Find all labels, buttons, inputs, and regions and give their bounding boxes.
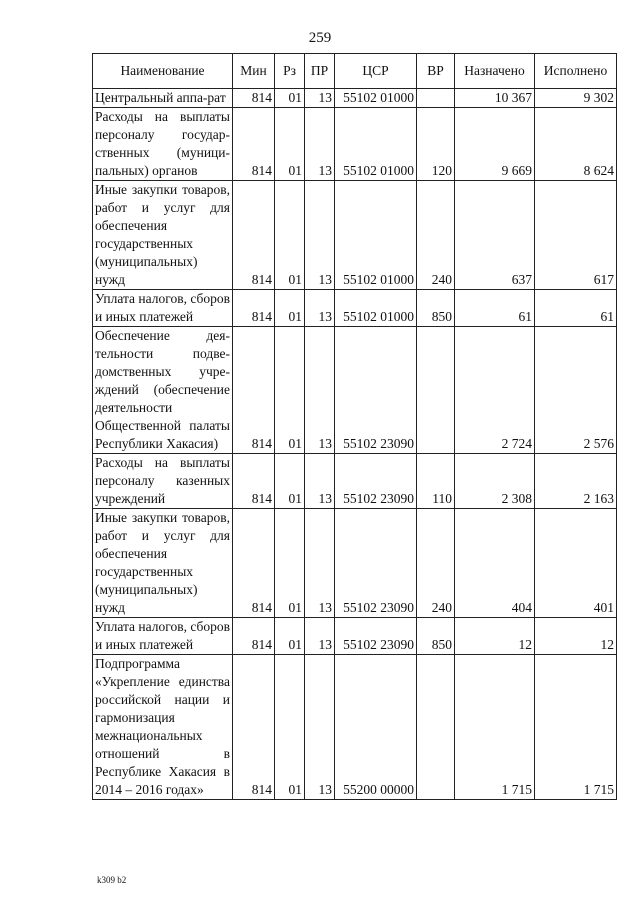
cell-min: 814 <box>233 509 275 618</box>
cell-rz: 01 <box>275 509 305 618</box>
cell-min: 814 <box>233 618 275 655</box>
cell-name: Расходы на выплаты персоналу казенных учреждений <box>93 454 233 509</box>
cell-executed: 9 302 <box>535 89 617 108</box>
cell-min: 814 <box>233 108 275 181</box>
cell-rz: 01 <box>275 181 305 290</box>
cell-csr: 55102 01000 <box>335 290 417 327</box>
cell-pr: 13 <box>305 618 335 655</box>
cell-executed: 401 <box>535 509 617 618</box>
cell-name: Подпрограмма «Укрепление единства российской нации и гармонизация межнациональных отношений в Республике Хакасия в 2014 – 2016 годах» <box>93 655 233 800</box>
cell-vr <box>417 655 455 800</box>
cell-vr: 850 <box>417 618 455 655</box>
cell-executed: 617 <box>535 181 617 290</box>
cell-rz: 01 <box>275 655 305 800</box>
column-header-rz: Рз <box>275 54 305 89</box>
column-header-csr: ЦСР <box>335 54 417 89</box>
cell-assigned: 1 715 <box>455 655 535 800</box>
cell-executed: 2 576 <box>535 327 617 454</box>
table-row <box>93 655 617 800</box>
cell-rz: 01 <box>275 290 305 327</box>
cell-pr: 13 <box>305 290 335 327</box>
cell-rz: 01 <box>275 108 305 181</box>
cell-pr: 13 <box>305 509 335 618</box>
cell-vr: 240 <box>417 509 455 618</box>
column-header-min: Мин <box>233 54 275 89</box>
cell-min: 814 <box>233 89 275 108</box>
cell-assigned: 2 724 <box>455 327 535 454</box>
table-row <box>93 454 617 509</box>
cell-min: 814 <box>233 290 275 327</box>
cell-name: Уплата налогов, сборов и иных платежей <box>93 290 233 327</box>
column-header-vr: ВР <box>417 54 455 89</box>
cell-vr <box>417 89 455 108</box>
cell-executed: 2 163 <box>535 454 617 509</box>
cell-min: 814 <box>233 454 275 509</box>
cell-name: Центральный аппа-рат <box>93 89 233 108</box>
table-row <box>93 327 617 454</box>
cell-assigned: 10 367 <box>455 89 535 108</box>
column-header-pr: ПР <box>305 54 335 89</box>
cell-executed: 61 <box>535 290 617 327</box>
column-header-assigned: Назначено <box>455 54 535 89</box>
cell-name: Иные закупки товаров, работ и услуг для обеспечения государственных (муниципальных) нужд <box>93 509 233 618</box>
cell-vr: 850 <box>417 290 455 327</box>
cell-csr: 55102 01000 <box>335 181 417 290</box>
table-row <box>93 181 617 290</box>
table-row <box>93 108 617 181</box>
cell-rz: 01 <box>275 327 305 454</box>
cell-csr: 55102 01000 <box>335 108 417 181</box>
table-row <box>93 618 617 655</box>
column-header-name: Наименование <box>93 54 233 89</box>
cell-csr: 55102 23090 <box>335 327 417 454</box>
cell-pr: 13 <box>305 454 335 509</box>
cell-assigned: 9 669 <box>455 108 535 181</box>
cell-rz: 01 <box>275 618 305 655</box>
budget-table <box>92 53 617 800</box>
cell-csr: 55102 23090 <box>335 618 417 655</box>
cell-min: 814 <box>233 327 275 454</box>
cell-min: 814 <box>233 181 275 290</box>
cell-vr: 240 <box>417 181 455 290</box>
cell-csr: 55102 23090 <box>335 509 417 618</box>
cell-executed: 12 <box>535 618 617 655</box>
cell-assigned: 637 <box>455 181 535 290</box>
cell-csr: 55200 00000 <box>335 655 417 800</box>
cell-vr <box>417 327 455 454</box>
cell-assigned: 2 308 <box>455 454 535 509</box>
cell-vr: 120 <box>417 108 455 181</box>
table-row <box>93 509 617 618</box>
cell-vr: 110 <box>417 454 455 509</box>
cell-name: Уплата налогов, сборов и иных платежей <box>93 618 233 655</box>
cell-pr: 13 <box>305 181 335 290</box>
cell-pr: 13 <box>305 327 335 454</box>
cell-executed: 1 715 <box>535 655 617 800</box>
cell-csr: 55102 23090 <box>335 454 417 509</box>
cell-name: Расходы на выплаты персоналу государственных (муниципальных) органов <box>93 108 233 181</box>
cell-name: Иные закупки товаров, работ и услуг для обеспечения государственных (муниципальных) нужд <box>93 181 233 290</box>
footer-code: k309 b2 <box>97 875 127 885</box>
page-number: 259 <box>308 30 332 46</box>
cell-pr: 13 <box>305 655 335 800</box>
cell-assigned: 61 <box>455 290 535 327</box>
cell-pr: 13 <box>305 108 335 181</box>
cell-csr: 55102 01000 <box>335 89 417 108</box>
table-row <box>93 290 617 327</box>
table-header-row <box>93 54 617 89</box>
cell-name: Обеспечение деятельности подведомственных учреждений (обеспечение деятельности Общественной палаты Республики Хакасия) <box>93 327 233 454</box>
cell-min: 814 <box>233 655 275 800</box>
cell-executed: 8 624 <box>535 108 617 181</box>
cell-assigned: 12 <box>455 618 535 655</box>
cell-assigned: 404 <box>455 509 535 618</box>
column-header-executed: Исполнено <box>535 54 617 89</box>
cell-pr: 13 <box>305 89 335 108</box>
cell-rz: 01 <box>275 454 305 509</box>
cell-rz: 01 <box>275 89 305 108</box>
table-body <box>93 89 617 800</box>
table-row <box>93 89 617 108</box>
